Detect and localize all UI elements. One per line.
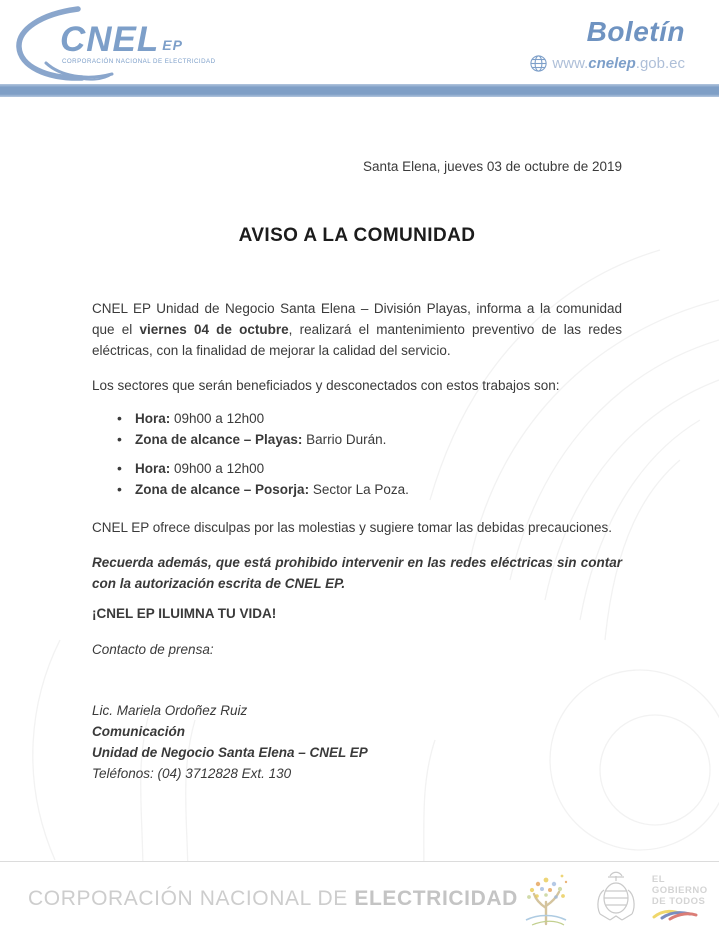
- paragraph-intro-after: , realizará el mantenimiento preventivo de las redes eléctricas, con la finalidad de mejorar la calidad del servicio.: [92, 322, 622, 358]
- outage-list-posorja: [117, 458, 622, 500]
- flag-swoosh-icon: [652, 907, 698, 921]
- slogan: ¡CNEL EP ILUIMNA TU VIDA!: [92, 606, 277, 621]
- footer-logos: [518, 868, 708, 930]
- website-domain: cnelep: [588, 55, 636, 72]
- outage-list-playas: [117, 408, 622, 450]
- toda-una-vida-tree-logo: [518, 868, 574, 930]
- svg-text:CNELEP: [60, 20, 183, 59]
- footer-company-name: [28, 887, 518, 911]
- government-line3: DE TODOS: [651, 895, 706, 907]
- signature-block: [92, 700, 622, 784]
- header-right: [530, 6, 685, 72]
- list-item-value: 09h00 a 12h00: [170, 461, 265, 476]
- signature-phone: Teléfonos: (04) 3712828 Ext. 130: [92, 766, 292, 781]
- website-url: [552, 55, 685, 72]
- list-item-value: Barrio Durán.: [302, 432, 387, 447]
- list-item-label: Zona de alcance – Posorja:: [135, 482, 310, 497]
- header-divider-bar: [0, 84, 719, 97]
- government-line2: GOBIERNO: [651, 884, 708, 896]
- list-item-hora: [117, 408, 622, 429]
- list-item-hora: [117, 458, 622, 479]
- list-item-label: Hora:: [135, 461, 171, 476]
- website-prefix: www.: [552, 55, 589, 72]
- government-logo-block: [590, 868, 708, 930]
- document-title: AVISO A LA COMUNIDAD: [238, 225, 476, 246]
- paragraph-intro: [92, 298, 622, 361]
- government-line1: EL: [651, 873, 666, 885]
- globe-icon: [530, 55, 547, 72]
- cnel-logo-caption: CORPORACIÓN NACIONAL DE ELECTRICIDAD: [62, 58, 216, 65]
- cnel-logo: [12, 6, 240, 86]
- list-item-zona: [117, 429, 622, 450]
- ecuador-coat-of-arms-logo: [590, 868, 642, 930]
- website-suffix: .gob.ec: [635, 55, 685, 72]
- list-item-value: Sector La Poza.: [309, 482, 409, 497]
- footer-company-regular: CORPORACIÓN NACIONAL DE: [28, 886, 355, 910]
- dateline: Santa Elena, jueves 03 de octubre de 2019: [363, 159, 622, 174]
- government-wordmark: [652, 874, 708, 924]
- header: [0, 0, 719, 84]
- footer: [0, 861, 719, 935]
- press-contact-label: Contacto de prensa:: [92, 642, 214, 657]
- list-item-label: Zona de alcance – Playas:: [135, 432, 303, 447]
- footer-company-bold: ELECTRICIDAD: [354, 886, 518, 910]
- signature-unit: Unidad de Negocio Santa Elena – CNEL EP: [92, 745, 368, 760]
- paragraph-sectors: Los sectores que serán beneficiados y desconectados con estos trabajos son:: [92, 378, 560, 393]
- website-line: [530, 55, 685, 72]
- list-item-label: Hora:: [135, 411, 171, 426]
- paragraph-warning: Recuerda además, que está prohibido intervenir en las redes eléctricas sin contar con la autorización escrita de CNEL EP.: [92, 555, 622, 591]
- cnel-logo-brand-suffix: EP: [162, 37, 183, 53]
- cnel-logo-brand: CNEL: [60, 20, 160, 59]
- document-body: [0, 156, 719, 784]
- list-item-zona: [117, 479, 622, 500]
- paragraph-intro-date: viernes 04 de octubre: [139, 322, 289, 337]
- signature-department: Comunicación: [92, 724, 186, 739]
- paragraph-intro-before: CNEL EP Unidad de Negocio Santa Elena – División Playas, informa a la comunidad que el: [92, 301, 622, 337]
- paragraph-apology: CNEL EP ofrece disculpas por las molestias y sugiere tomar las debidas precauciones.: [92, 520, 613, 535]
- bulletin-title: Boletín: [586, 16, 685, 47]
- list-item-value: 09h00 a 12h00: [170, 411, 265, 426]
- signature-name: Lic. Mariela Ordoñez Ruiz: [92, 703, 248, 718]
